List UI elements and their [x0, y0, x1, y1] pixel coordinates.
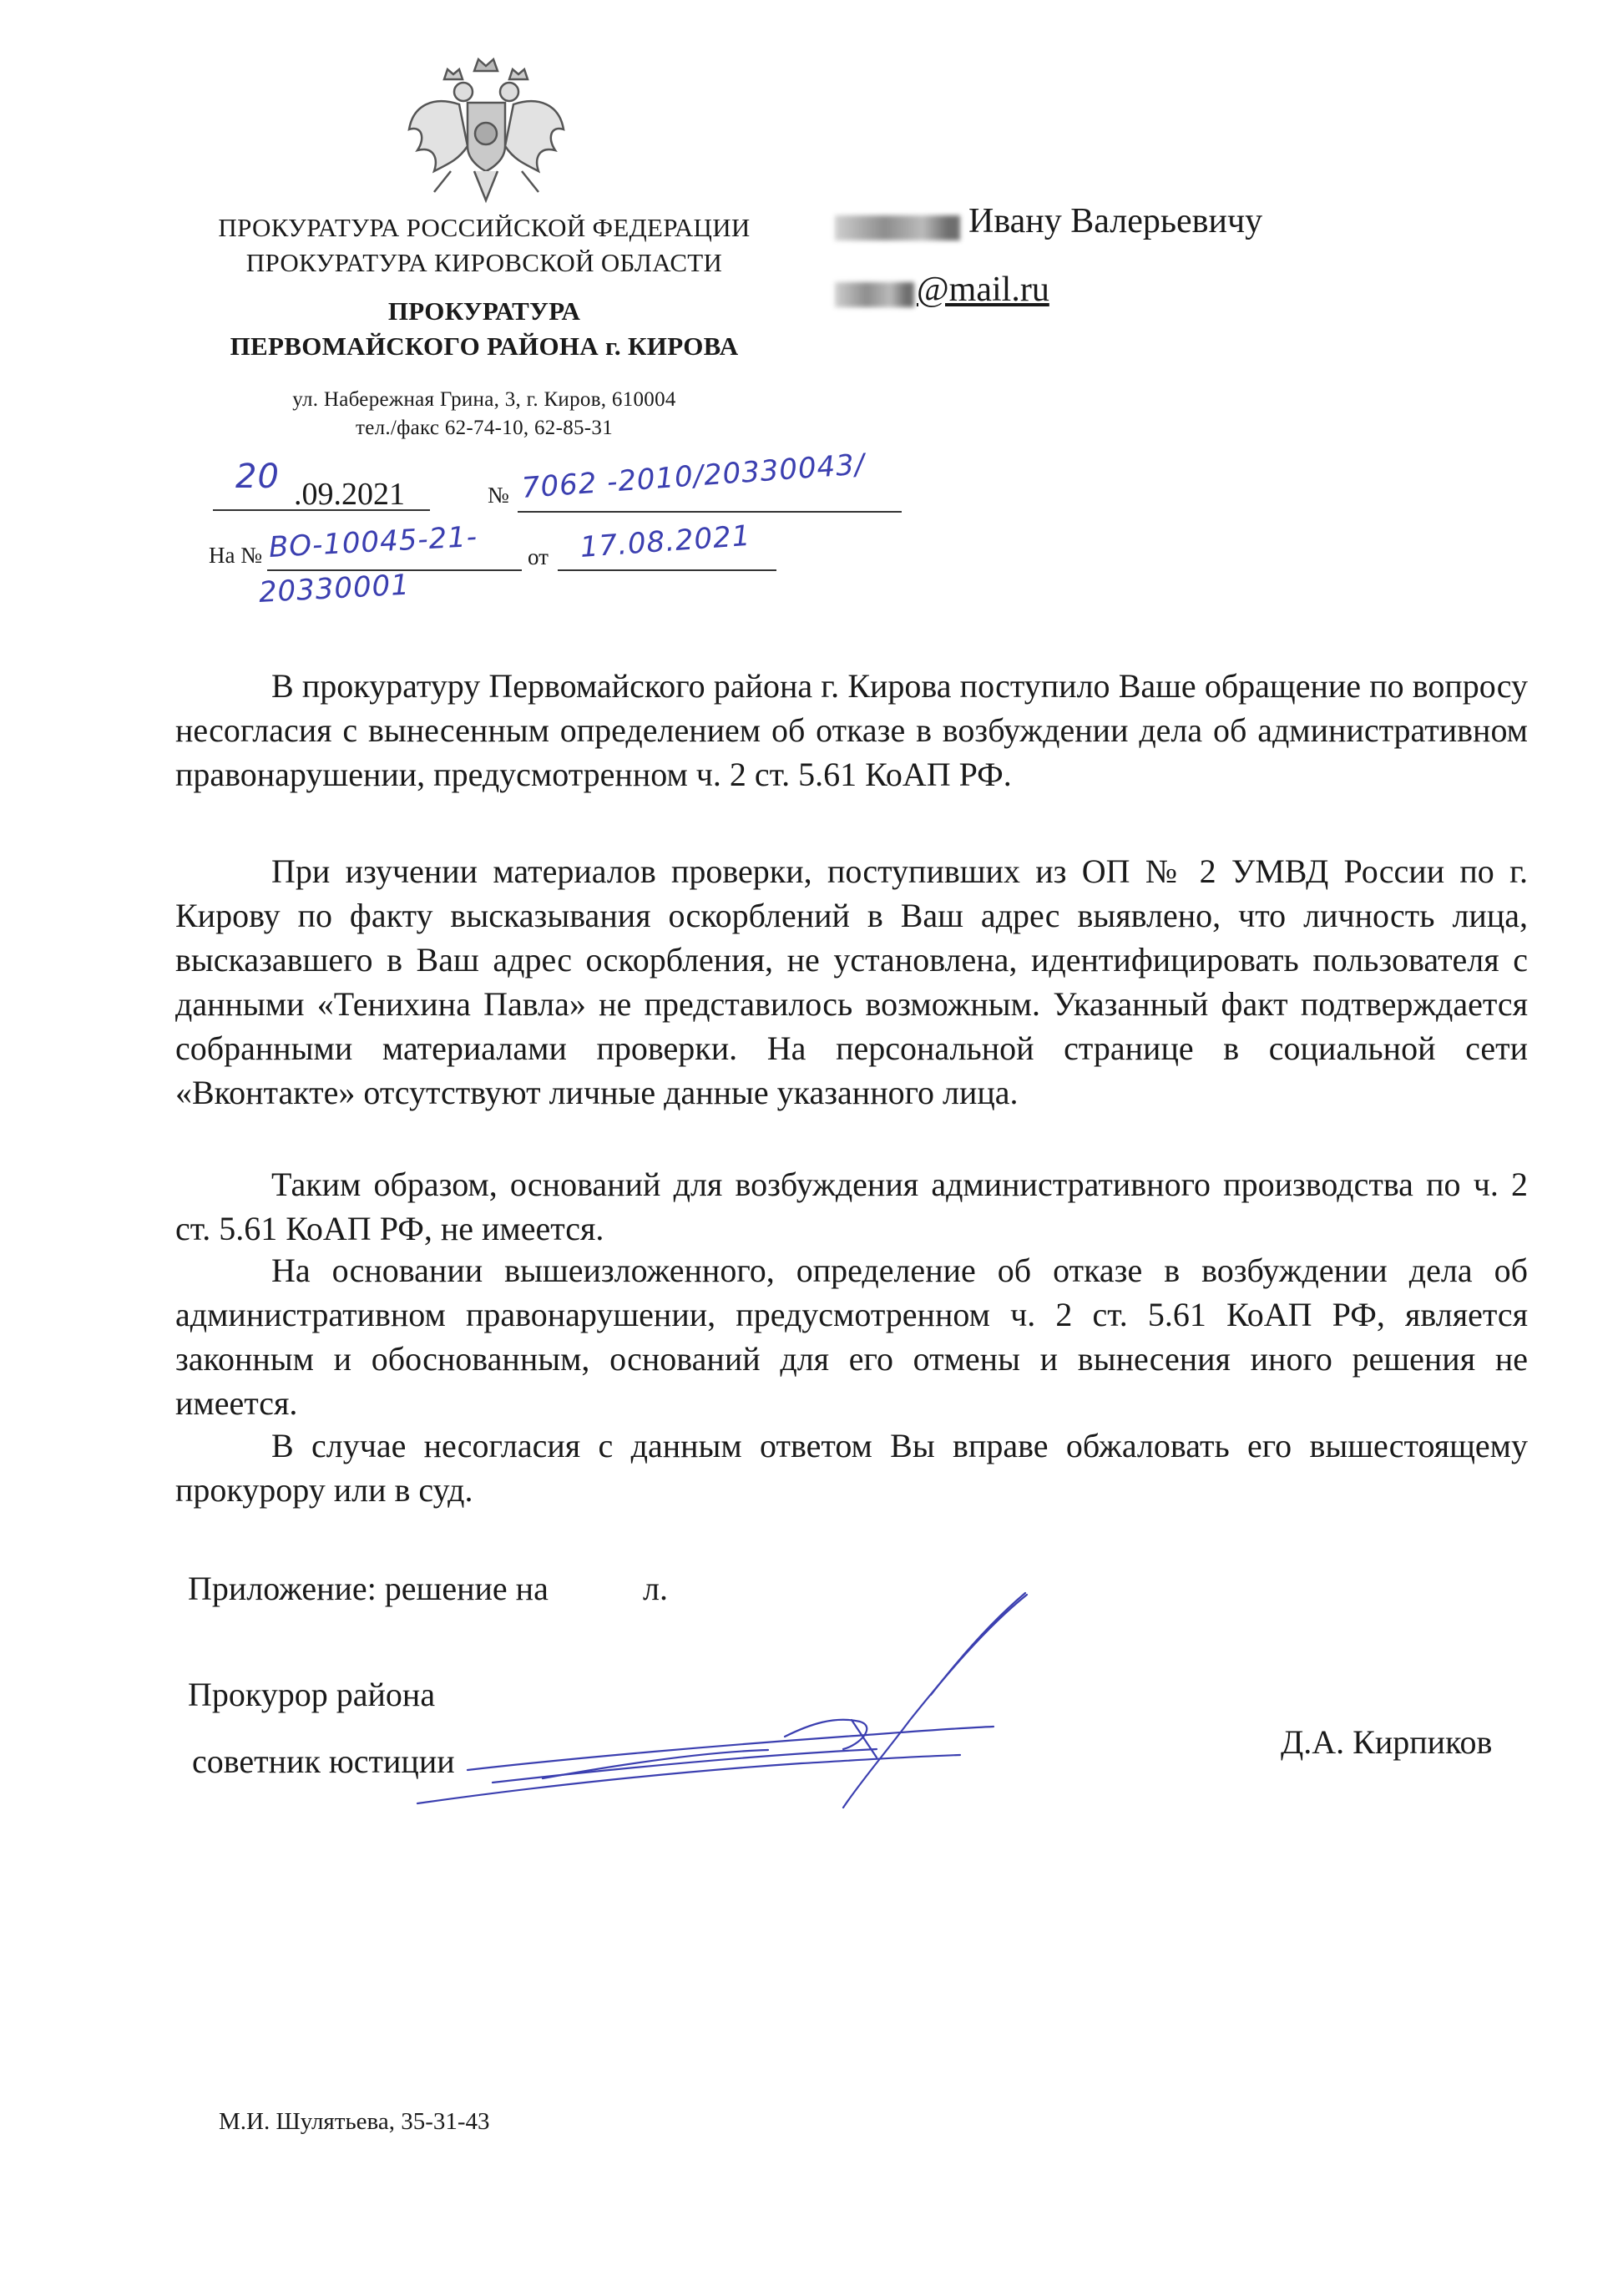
in-reply-label: На №: [209, 543, 262, 568]
attachment-suffix: л.: [643, 1570, 668, 1607]
redacted-surname: [835, 215, 960, 240]
redacted-email-user: [835, 282, 914, 307]
paragraph-findings: При изучении материалов проверки, поступивших из ОП № 2 УМВД России по г. Кирову по факту высказывания оскорблений в Ваш адрес выявлено, что личность лица, высказавшего в Ваш адрес оскорбления, не установлена, идентифицировать пользователя с данными «Тенихина Павла» не представилось возможным. Указанный факт подтверждается собранными материалами проверки. На персональной странице в социальной сети «Вконтакте» отсутствуют личные данные указанного лица.: [175, 852, 1528, 1111]
attachment-text: Приложение: решение на: [188, 1570, 549, 1607]
outgoing-number-handwritten: 7062 -2010/20330043/: [520, 448, 867, 505]
letterhead-office-title: ПРОКУРАТУРА: [387, 296, 581, 326]
reply-number-handwritten: ВО-10045-21-: [267, 519, 479, 564]
from-label: от: [528, 544, 549, 569]
executor-contact: М.И. Шулятьева, 35-31-43: [219, 2108, 490, 2135]
paragraph-intro: В прокуратуру Первомайского района г. Кирова поступило Ваше обращение по вопросу несогласия с вынесенным определением об отказе в возбуждении дела об административном правонарушении, предусмотренном ч. 2 ст. 5.61 КоАП РФ.: [175, 667, 1528, 793]
date-month-year: .09.2021: [294, 477, 405, 512]
reply-date-handwritten: 17.08.2021: [579, 518, 752, 564]
handwritten-signature: [409, 1578, 1044, 1828]
number-line: [518, 511, 902, 513]
signatory-rank: советник юстиции: [192, 1742, 455, 1780]
addressee-email: @mail.ru: [917, 271, 1049, 309]
reply-date-line: [558, 569, 776, 571]
reply-number-cont-handwritten: 20330001: [257, 568, 411, 609]
paragraph-appeal: В случае несогласия с данным ответом Вы вправе обжаловать его вышестоящему прокурору или в суд.: [175, 1427, 1528, 1509]
signatory-position: Прокурор района: [188, 1676, 436, 1713]
coat-of-arms-icon: [401, 46, 572, 209]
letterhead-line-federal: ПРОКУРАТУРА РОССИЙСКОЙ ФЕДЕРАЦИИ: [218, 213, 751, 242]
letterhead-phone: тел./факс 62-74-10, 62-85-31: [355, 417, 614, 439]
letterhead-line-regional: ПРОКУРАТУРА КИРОВСКОЙ ОБЛАСТИ: [245, 248, 723, 277]
letterhead-office-district: ПЕРВОМАЙСКОГО РАЙОНА г. КИРОВА: [230, 331, 739, 361]
letterhead-address: ул. Набережная Грина, 3, г. Киров, 610004: [292, 388, 676, 411]
number-label: №: [488, 483, 509, 508]
paragraph-decision: На основании вышеизложенного, определение об отказе в возбуждении дела об административном правонарушении, предусмотренном ч. 2 ст. 5.61 КоАП РФ, является законным и обоснованным, оснований для его отмены и вынесения иного решения не имеется.: [175, 1252, 1528, 1422]
addressee-name: Ивану Валерьевичу: [968, 202, 1263, 240]
date-day-handwritten: 20: [235, 458, 280, 496]
paragraph-conclusion: Таким образом, оснований для возбуждения административного производства по ч. 2 ст. 5.61 КоАП РФ, не имеется.: [175, 1166, 1528, 1247]
signatory-name: Д.А. Кирпиков: [1281, 1723, 1493, 1761]
